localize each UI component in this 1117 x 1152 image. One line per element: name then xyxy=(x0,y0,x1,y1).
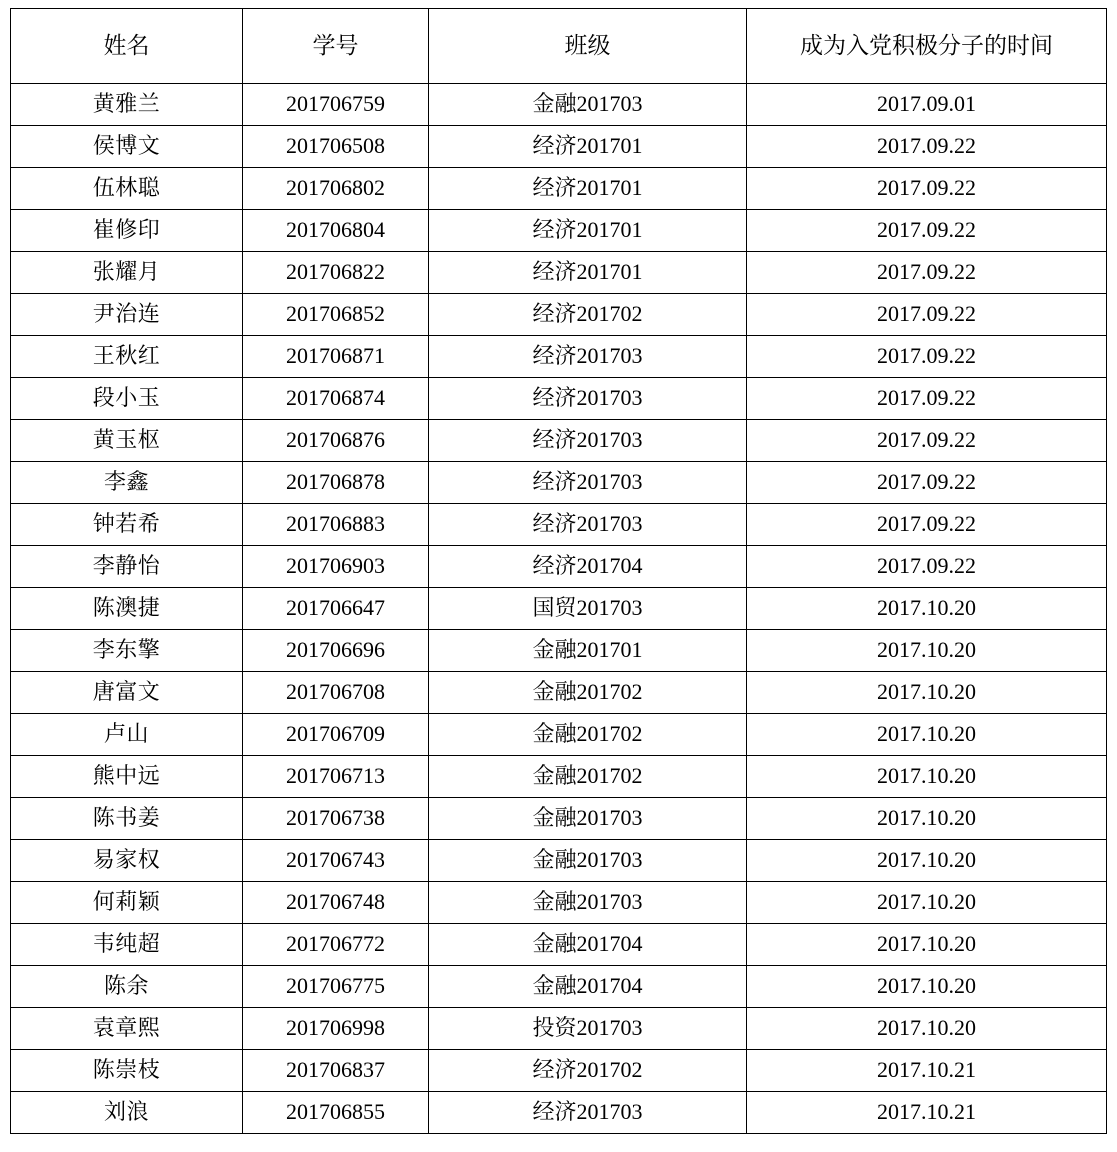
student-name: 钟若希 xyxy=(11,504,243,546)
join-date: 2017.10.20 xyxy=(747,714,1107,756)
table-body xyxy=(11,84,1107,1134)
student-class: 经济201703 xyxy=(429,420,747,462)
table-row xyxy=(11,252,1107,294)
table-row xyxy=(11,966,1107,1008)
student-id: 201706855 xyxy=(243,1092,429,1134)
header-row xyxy=(11,9,1107,84)
student-class: 金融201702 xyxy=(429,714,747,756)
student-name: 李东擎 xyxy=(11,630,243,672)
student-class: 金融201703 xyxy=(429,84,747,126)
student-class: 金融201702 xyxy=(429,672,747,714)
table-row xyxy=(11,798,1107,840)
table-row xyxy=(11,714,1107,756)
student-class: 经济201703 xyxy=(429,462,747,504)
student-id: 201706772 xyxy=(243,924,429,966)
student-name: 王秋红 xyxy=(11,336,243,378)
student-id: 201706696 xyxy=(243,630,429,672)
join-date: 2017.09.22 xyxy=(747,210,1107,252)
student-class: 经济201701 xyxy=(429,168,747,210)
student-id: 201706738 xyxy=(243,798,429,840)
join-date: 2017.10.21 xyxy=(747,1050,1107,1092)
table-row xyxy=(11,336,1107,378)
student-class: 投资201703 xyxy=(429,1008,747,1050)
column-header-student-id: 学号 xyxy=(243,9,429,84)
student-class: 金融201703 xyxy=(429,840,747,882)
table-row xyxy=(11,1050,1107,1092)
table-row xyxy=(11,126,1107,168)
table-row xyxy=(11,294,1107,336)
table-row xyxy=(11,588,1107,630)
student-class: 经济201704 xyxy=(429,546,747,588)
join-date: 2017.09.22 xyxy=(747,252,1107,294)
student-name: 李静怡 xyxy=(11,546,243,588)
student-class: 金融201703 xyxy=(429,882,747,924)
join-date: 2017.10.20 xyxy=(747,882,1107,924)
student-id: 201706743 xyxy=(243,840,429,882)
join-date: 2017.09.22 xyxy=(747,378,1107,420)
join-date: 2017.10.20 xyxy=(747,1008,1107,1050)
student-id: 201706837 xyxy=(243,1050,429,1092)
student-class: 经济201702 xyxy=(429,1050,747,1092)
student-name: 段小玉 xyxy=(11,378,243,420)
student-id: 201706709 xyxy=(243,714,429,756)
student-name: 黄雅兰 xyxy=(11,84,243,126)
table-row xyxy=(11,378,1107,420)
student-id: 201706802 xyxy=(243,168,429,210)
join-date: 2017.10.20 xyxy=(747,840,1107,882)
table-row xyxy=(11,630,1107,672)
table-row xyxy=(11,420,1107,462)
student-class: 经济201703 xyxy=(429,378,747,420)
table-row xyxy=(11,924,1107,966)
roster-table xyxy=(10,8,1107,1134)
student-id: 201706903 xyxy=(243,546,429,588)
student-id: 201706878 xyxy=(243,462,429,504)
student-id: 201706713 xyxy=(243,756,429,798)
join-date: 2017.09.22 xyxy=(747,336,1107,378)
student-id: 201706804 xyxy=(243,210,429,252)
student-id: 201706852 xyxy=(243,294,429,336)
student-name: 刘浪 xyxy=(11,1092,243,1134)
student-class: 经济201703 xyxy=(429,336,747,378)
student-class: 经济201702 xyxy=(429,294,747,336)
student-name: 尹治连 xyxy=(11,294,243,336)
join-date: 2017.09.22 xyxy=(747,168,1107,210)
table-row xyxy=(11,840,1107,882)
table-row xyxy=(11,84,1107,126)
student-name: 卢山 xyxy=(11,714,243,756)
student-name: 李鑫 xyxy=(11,462,243,504)
student-id: 201706998 xyxy=(243,1008,429,1050)
student-class: 金融201701 xyxy=(429,630,747,672)
student-id: 201706508 xyxy=(243,126,429,168)
table-row xyxy=(11,462,1107,504)
table-row xyxy=(11,504,1107,546)
student-id: 201706775 xyxy=(243,966,429,1008)
student-name: 陈余 xyxy=(11,966,243,1008)
student-name: 陈崇枝 xyxy=(11,1050,243,1092)
table-row xyxy=(11,672,1107,714)
student-id: 201706708 xyxy=(243,672,429,714)
student-name: 崔修印 xyxy=(11,210,243,252)
student-id: 201706647 xyxy=(243,588,429,630)
student-class: 经济201703 xyxy=(429,504,747,546)
student-id: 201706883 xyxy=(243,504,429,546)
column-header-name: 姓名 xyxy=(11,9,243,84)
table-row xyxy=(11,756,1107,798)
student-name: 陈澳捷 xyxy=(11,588,243,630)
student-id: 201706871 xyxy=(243,336,429,378)
join-date: 2017.09.22 xyxy=(747,546,1107,588)
column-header-class: 班级 xyxy=(429,9,747,84)
join-date: 2017.09.22 xyxy=(747,294,1107,336)
join-date: 2017.09.22 xyxy=(747,420,1107,462)
student-name: 袁章熙 xyxy=(11,1008,243,1050)
table-row xyxy=(11,210,1107,252)
student-class: 金融201704 xyxy=(429,966,747,1008)
table-row xyxy=(11,546,1107,588)
student-class: 金融201703 xyxy=(429,798,747,840)
join-date: 2017.10.20 xyxy=(747,924,1107,966)
join-date: 2017.10.20 xyxy=(747,966,1107,1008)
student-id: 201706876 xyxy=(243,420,429,462)
student-class: 经济201701 xyxy=(429,126,747,168)
join-date: 2017.10.20 xyxy=(747,798,1107,840)
table-row xyxy=(11,1008,1107,1050)
student-class: 经济201701 xyxy=(429,210,747,252)
table-header xyxy=(11,9,1107,84)
join-date: 2017.09.22 xyxy=(747,126,1107,168)
student-name: 伍林聪 xyxy=(11,168,243,210)
student-name: 张耀月 xyxy=(11,252,243,294)
student-name: 唐富文 xyxy=(11,672,243,714)
join-date: 2017.09.22 xyxy=(747,462,1107,504)
join-date: 2017.10.20 xyxy=(747,756,1107,798)
join-date: 2017.09.22 xyxy=(747,504,1107,546)
join-date: 2017.10.20 xyxy=(747,588,1107,630)
student-name: 黄玉枢 xyxy=(11,420,243,462)
student-id: 201706748 xyxy=(243,882,429,924)
join-date: 2017.09.01 xyxy=(747,84,1107,126)
student-class: 经济201701 xyxy=(429,252,747,294)
student-id: 201706822 xyxy=(243,252,429,294)
student-name: 侯博文 xyxy=(11,126,243,168)
student-name: 熊中远 xyxy=(11,756,243,798)
column-header-date: 成为入党积极分子的时间 xyxy=(747,9,1107,84)
student-class: 金融201704 xyxy=(429,924,747,966)
student-name: 陈书姜 xyxy=(11,798,243,840)
student-class: 国贸201703 xyxy=(429,588,747,630)
join-date: 2017.10.20 xyxy=(747,672,1107,714)
student-name: 何莉颖 xyxy=(11,882,243,924)
student-id: 201706874 xyxy=(243,378,429,420)
student-class: 金融201702 xyxy=(429,756,747,798)
join-date: 2017.10.21 xyxy=(747,1092,1107,1134)
table-row xyxy=(11,1092,1107,1134)
student-name: 易家权 xyxy=(11,840,243,882)
student-name: 韦纯超 xyxy=(11,924,243,966)
student-id: 201706759 xyxy=(243,84,429,126)
student-class: 经济201703 xyxy=(429,1092,747,1134)
join-date: 2017.10.20 xyxy=(747,630,1107,672)
table-row xyxy=(11,882,1107,924)
table-row xyxy=(11,168,1107,210)
